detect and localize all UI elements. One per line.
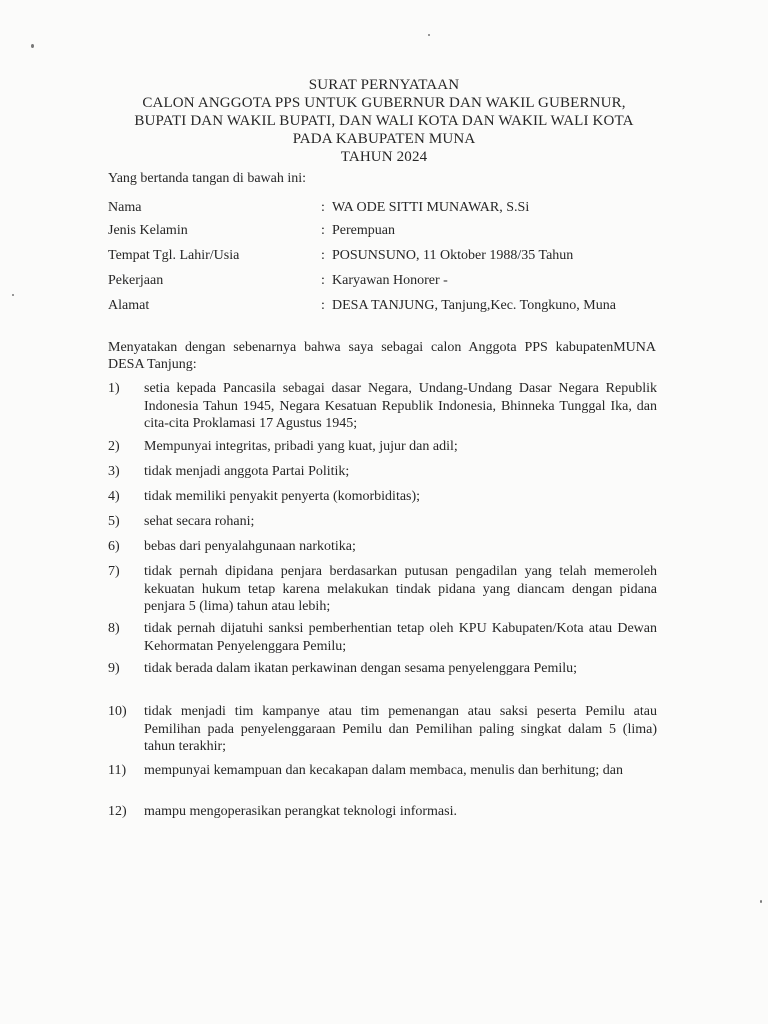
clause-text: tidak pernah dijatuhi sanksi pemberhentian tetap oleh KPU Kabupaten/Kota atau Dewan Kehormatan Penyelenggara Pemilu; bbox=[144, 621, 657, 654]
clause-text: tidak menjadi tim kampanye atau tim pemenangan atau saksi peserta Pemilu atau Pemilihan pada penyelenggaraan Pemilu dan Pemilihan paling singkat dalam 5 (lima) tahun terakhir; bbox=[144, 704, 657, 754]
clause-number: 12) bbox=[108, 804, 127, 819]
clause-number: 6) bbox=[108, 539, 120, 554]
title-line: BUPATI DAN WAKIL BUPATI, DAN WALI KOTA DAN WAKIL WALI KOTA bbox=[134, 113, 634, 129]
clause-text: tidak memiliki penyakit penyerta (komorbiditas); bbox=[144, 489, 421, 504]
field-value: POSUNSUNO, 11 Oktober 1988/35 Tahun bbox=[332, 248, 574, 263]
clause-number: 5) bbox=[108, 514, 120, 529]
clause-text: tidak berada dalam ikatan perkawinan dengan sesama penyelenggara Pemilu; bbox=[144, 661, 578, 676]
scan-speck bbox=[760, 900, 762, 903]
field-label: Jenis Kelamin bbox=[108, 223, 188, 238]
field-separator: : bbox=[321, 298, 325, 313]
document-title bbox=[0, 76, 768, 166]
title-line: SURAT PERNYATAAN bbox=[308, 77, 460, 93]
clause-text: Mempunyai integritas, pribadi yang kuat, jujur dan adil; bbox=[144, 439, 458, 454]
title-line: PADA KABUPATEN MUNA bbox=[292, 131, 476, 147]
scan-speck bbox=[31, 44, 34, 48]
clause-text: tidak pernah dipidana penjara berdasarkan putusan pengadilan yang telah memeroleh kekuatan hukum tetap karena melakukan tindak pidana yang diancam dengan pidana penjara 5 (lima) tahun atau lebih; bbox=[144, 564, 657, 614]
field-label: Alamat bbox=[108, 298, 150, 313]
title-line: CALON ANGGOTA PPS UNTUK GUBERNUR DAN WAKIL GUBERNUR, bbox=[142, 95, 626, 111]
clause-text: bebas dari penyalahgunaan narkotika; bbox=[144, 539, 356, 554]
clause-number: 11) bbox=[108, 763, 127, 778]
scan-speck bbox=[428, 34, 430, 36]
field-label: Nama bbox=[108, 200, 142, 215]
clause-number: 9) bbox=[108, 661, 120, 676]
field-value: WA ODE SITTI MUNAWAR, S.Si bbox=[332, 200, 530, 215]
clause-number: 8) bbox=[108, 621, 120, 636]
statement-text: Menyatakan dengan sebenarnya bahwa saya sebagai calon Anggota PPS kabupatenMUNA DESA Tanjung: bbox=[108, 340, 656, 372]
clause-text: tidak menjadi anggota Partai Politik; bbox=[144, 464, 350, 479]
clause-number: 4) bbox=[108, 489, 120, 504]
field-label: Pekerjaan bbox=[108, 273, 164, 288]
clause-number: 1) bbox=[108, 381, 120, 396]
clause-text: mampu mengoperasikan perangkat teknologi informasi. bbox=[144, 804, 457, 819]
field-label: Tempat Tgl. Lahir/Usia bbox=[108, 248, 240, 263]
title-line: TAHUN 2024 bbox=[340, 149, 428, 165]
field-separator: : bbox=[321, 200, 325, 215]
field-value: Perempuan bbox=[332, 223, 395, 238]
field-value: DESA TANJUNG, Tanjung,Kec. Tongkuno, Muna bbox=[332, 298, 616, 313]
intro-text: Yang bertanda tangan di bawah ini: bbox=[108, 171, 307, 186]
field-value: Karyawan Honorer - bbox=[332, 273, 448, 288]
clause-number: 3) bbox=[108, 464, 120, 479]
clause-number: 2) bbox=[108, 439, 120, 454]
clause-text: setia kepada Pancasila sebagai dasar Negara, Undang-Undang Dasar Negara Republik Indonesia Tahun 1945, Negara Kesatuan Republik Indonesia, Bhinneka Tunggal Ika, dan cita-cita Proklamasi 17 Agustus 1945; bbox=[144, 381, 657, 431]
clause-text: sehat secara rohani; bbox=[144, 514, 255, 529]
field-separator: : bbox=[321, 248, 325, 263]
clause-number: 7) bbox=[108, 564, 120, 579]
scan-speck bbox=[12, 294, 14, 296]
field-separator: : bbox=[321, 273, 325, 288]
clause-text: mempunyai kemampuan dan kecakapan dalam membaca, menulis dan berhitung; dan bbox=[144, 763, 623, 778]
clause-number: 10) bbox=[108, 704, 127, 719]
field-separator: : bbox=[321, 223, 325, 238]
